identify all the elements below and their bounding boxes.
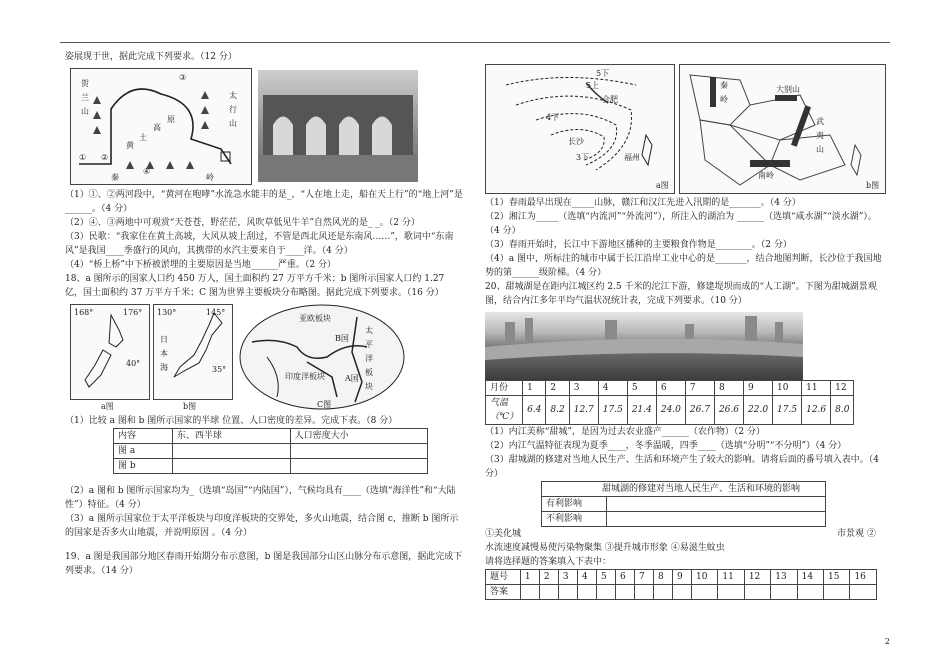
month-cell: 6 [656,381,685,396]
map-label-ling: 岭 [206,173,214,182]
options-tail: 市景观 ② [837,529,876,539]
fig-a-lat: 40° [126,359,141,368]
plate-eurasian: 亚欧板块 [299,314,331,323]
q17-figure-row [65,66,465,188]
fig-b-lon1: 130° [157,308,177,317]
month-cell: 9 [744,381,773,396]
comparison-table [113,428,428,474]
left-column [65,50,465,578]
answer-intro: 请将选择题的答案填入下表中： [485,557,612,567]
plate-pacific: 太平洋板块 [365,326,373,391]
month-cell: 7 [685,381,714,396]
mountain-dabie: 大别山 [776,85,800,94]
page-number: 2 [884,637,890,646]
q17-4: （4）“桥上桥”中下桥被淤埋的主要原因是当地______严重。（2 分） [65,260,337,270]
plate-indian: 印度洋板块 [285,372,325,381]
q19-figure-row [485,64,885,192]
q19-1: （1）春雨最早出现在_____山脉，赣江和汉江先进入汛期的是_______。（4 分） [485,198,801,208]
answer-cell[interactable] [673,585,692,600]
month-cell: 12 [831,381,854,396]
q20-3: （3）甜城湖的修建对当地人民生产、生活和环境产生了较大的影响。请将后面的番号填入表中。（4 分） [485,455,879,479]
map-label-yuan: 原 [167,115,175,124]
table-cell[interactable] [172,459,290,474]
answer-cell[interactable] [850,585,877,600]
answer-cell[interactable] [824,585,850,600]
month-cell: 11 [802,381,831,396]
answer-cell[interactable] [744,585,770,600]
bridge-arches [258,70,418,182]
header-rule [60,42,890,43]
answer-num: 16 [850,570,877,585]
q18-intro: 18、a 图所示的国家人口约 450 万人，国土面积约 27 万平方千米；b 图所示国家人口约 1.27 亿，国土面积约 37 万平方千米；C 图为世界主要板块分布略图。据此完成下列要求。（16 分） [65,274,445,298]
temp-cell: 22.0 [744,396,773,425]
map-label-4: ④ [143,167,151,176]
month-cell: 8 [714,381,743,396]
answer-cell[interactable] [596,585,615,600]
plate-a-country: A国 [345,374,359,383]
answer-table [485,569,877,600]
map-a-caption: a图 [656,181,669,190]
temp-cell: 17.5 [773,396,802,425]
right-column [485,64,885,600]
yellow-river-map [70,68,252,185]
map-label-1: ① [79,153,87,162]
plate-caption: C图 [317,400,332,409]
q17-1: （1）①、②两河段中，“黄河在咆哮”水流急水能丰的是_，“人在地上走，船在天上行”的“地上河”是______。（4 分） [65,190,463,214]
temp-cell: 24.0 [656,396,685,425]
answer-row-label: 答案 [486,585,521,600]
impact-header: 甜城湖的修建对当地人民生产、生活和环境的影响 [542,482,826,497]
temp-cell: 12.7 [569,396,598,425]
q20-2: （2）内江气温特征表现为夏季____，冬季温暖，四季____（选填“分明”“不分明”）（4 分） [485,441,847,451]
answer-num: 11 [718,570,744,585]
map-b-caption: b图 [866,181,880,190]
mountain-map [679,64,886,194]
temp-cell: 6.4 [523,396,546,425]
q18-3: （3）a 图所示国家位于太平洋板块与印度洋板块的交界处，多火山地震，结合图 c，推断 b 图所示的国家是否多火山地震，并说明原因 。（4 分） [65,514,459,538]
answer-num: 14 [797,570,823,585]
city-hefei: 合肥 [602,95,618,104]
temp-cell: 26.6 [714,396,743,425]
options-first: ①美化城 [485,529,522,539]
q18-2: （2）a 图和 b 图所示国家均为_（选填“岛国”“内陆国”），气候均具有____（选填“海洋性”和“大陆性”）特征。（4 分） [65,486,456,510]
impact-row-label: 不利影响 [542,512,607,527]
map-label-3: ③ [179,73,187,82]
temperature-table [485,380,854,425]
impact-cell[interactable] [607,512,826,527]
fig-b-lon2: 145° [206,308,226,317]
answer-cell[interactable] [692,585,718,600]
rain-label-5s: 5上 [586,81,600,90]
answer-num: 1 [520,570,539,585]
rain-label-3x: 3下 [576,153,590,162]
answer-num: 6 [615,570,634,585]
bridge-photo [258,70,418,182]
impact-table [541,481,826,527]
mountain-nanling: 南岭 [758,171,774,180]
answer-cell[interactable] [520,585,539,600]
impact-cell[interactable] [607,497,826,512]
fig-b-lat: 35° [212,365,227,374]
q18-figure-row [65,300,465,414]
map-label-gao: 高 [153,123,161,132]
isochrone-lines [486,65,674,193]
temp-cell: 26.7 [685,396,714,425]
fig-b-sea: 日本海 [160,335,168,372]
temp-cell: 8.0 [831,396,854,425]
answer-num: 5 [596,570,615,585]
answer-num: 10 [692,570,718,585]
table-header: 内容 [114,429,173,444]
city-changsha: 长沙 [568,137,584,146]
answer-cell[interactable] [771,585,797,600]
map-label-qin: 秦 [111,173,119,182]
q18-1: （1）比较 a 图和 b 图所示国家的半球 位置、人口密度的差异。完成下表。（8 分） [65,416,398,426]
map-c-plates [237,302,407,412]
impact-row-label: 有利影响 [542,497,607,512]
table-cell[interactable] [172,444,290,459]
answer-num: 2 [539,570,558,585]
month-cell: 3 [569,381,598,396]
answer-header: 题号 [486,570,521,585]
table-cell[interactable] [290,444,427,459]
answer-cell[interactable] [539,585,558,600]
q19-intro: 19、a 图是我国部分地区春雨开始期分布示意图，b 图是我国部分山区山脉分布示意图，据此完成下列要求。（14 分） [65,552,463,576]
temp-header-month: 月份 [486,381,523,396]
map-label-taihang: 太行山 [229,91,237,128]
q17-2: （2）④、③两地中可观赏“天苍苍，野茫茫，风吹草低见牛羊”自然风光的是_ _。（2 分） [65,218,420,228]
rain-label-5x: 5下 [596,69,610,78]
fig-a-lon1: 168° [74,308,94,317]
city-skyline [485,312,803,380]
month-cell: 1 [523,381,546,396]
city-fuzhou: 福州 [624,153,640,162]
answer-num: 7 [634,570,653,585]
answer-num: 12 [744,570,770,585]
answer-cell[interactable] [653,585,672,600]
q20-intro: 20、甜城湖是在距内江城区约 2.5 千米的沱江下游，修建堤坝而成的“人工湖”。下图为甜城湖景观图，结合内江多年平均气温状况统计表，完成下列要求。（10 分） [485,282,877,306]
mountain-qinling: 秦岭 [720,81,728,104]
answer-num: 15 [824,570,850,585]
map-a-new-zealand [70,304,150,400]
month-cell: 4 [598,381,627,396]
table-header: 人口密度大小 [290,429,427,444]
answer-num: 13 [771,570,797,585]
temp-cell: 17.5 [598,396,627,425]
options-row [485,527,885,541]
map-label-tu: 土 [139,133,147,142]
table-row-label: 图 b [114,459,173,474]
map-label-helan: 贺兰山 [81,79,89,116]
table-cell[interactable] [290,459,427,474]
fig-b-caption: b图 [183,402,197,411]
answer-cell[interactable] [558,585,577,600]
options-line2: 水流速度减慢易使污染物聚集 ③提升城市形象 ④易滋生蚊虫 [485,543,725,553]
answer-num: 9 [673,570,692,585]
answer-cell[interactable] [615,585,634,600]
fig-a-lon2: 176° [123,308,143,317]
q19-4: （4）a 图中，所标注的城市中属于长江沿岸工业中心的是_______，结合地图判断，长沙位于我国地势的第______级阶梯。（4 分） [485,254,882,278]
temp-cell: 21.4 [627,396,656,425]
yellow-river-sketch [71,69,251,184]
spring-rain-map [485,64,675,194]
plate-b-country: B国 [335,334,349,343]
month-cell: 2 [546,381,569,396]
map-b-japan [153,304,233,400]
fig-a-caption: a图 [101,402,114,411]
answer-cell[interactable] [577,585,596,600]
month-cell: 10 [773,381,802,396]
temp-cell: 8.2 [546,396,569,425]
q17-3: （3）民歌：“我家住在黄土高坡，大风从坡上刮过，不管是西北风还是东南风……”，歌词中“东南风”是我国____季盛行的风向，其携带的水汽主要来自于____洋。（4 分） [65,232,454,256]
q17-intro: 姿展现于世，据此完成下列要求。（12 分） [65,52,237,62]
tiancheng-lake-photo [485,312,803,380]
temp-cell: 12.6 [802,396,831,425]
map-label-huang: 黄 [126,141,134,150]
temp-header-value: 气温（℃） [486,396,523,425]
table-row-label: 图 a [114,444,173,459]
answer-cell[interactable] [797,585,823,600]
q19-3: （3）春雨开始时，长江中下游地区播种的主要粮食作物是________。（2 分） [485,240,792,250]
answer-num: 8 [653,570,672,585]
map-label-2: ② [101,153,109,162]
answer-cell[interactable] [718,585,744,600]
month-cell: 5 [627,381,656,396]
table-header: 东、西半球 [172,429,290,444]
rain-label-4x: 4下 [546,113,560,122]
mountain-wuyi: 武夷山 [816,117,824,154]
answer-cell[interactable] [634,585,653,600]
answer-num: 4 [577,570,596,585]
q19-2: （2）湘江为_____（选填“内流河”“外流河”），所注入的湖泊为 ______（选填“咸水湖”“淡水湖”）。（4 分） [485,212,877,236]
q20-1: （1）内江美称“甜城”，是因为过去农业盛产______（农作物）（2 分） [485,427,766,437]
answer-num: 3 [558,570,577,585]
